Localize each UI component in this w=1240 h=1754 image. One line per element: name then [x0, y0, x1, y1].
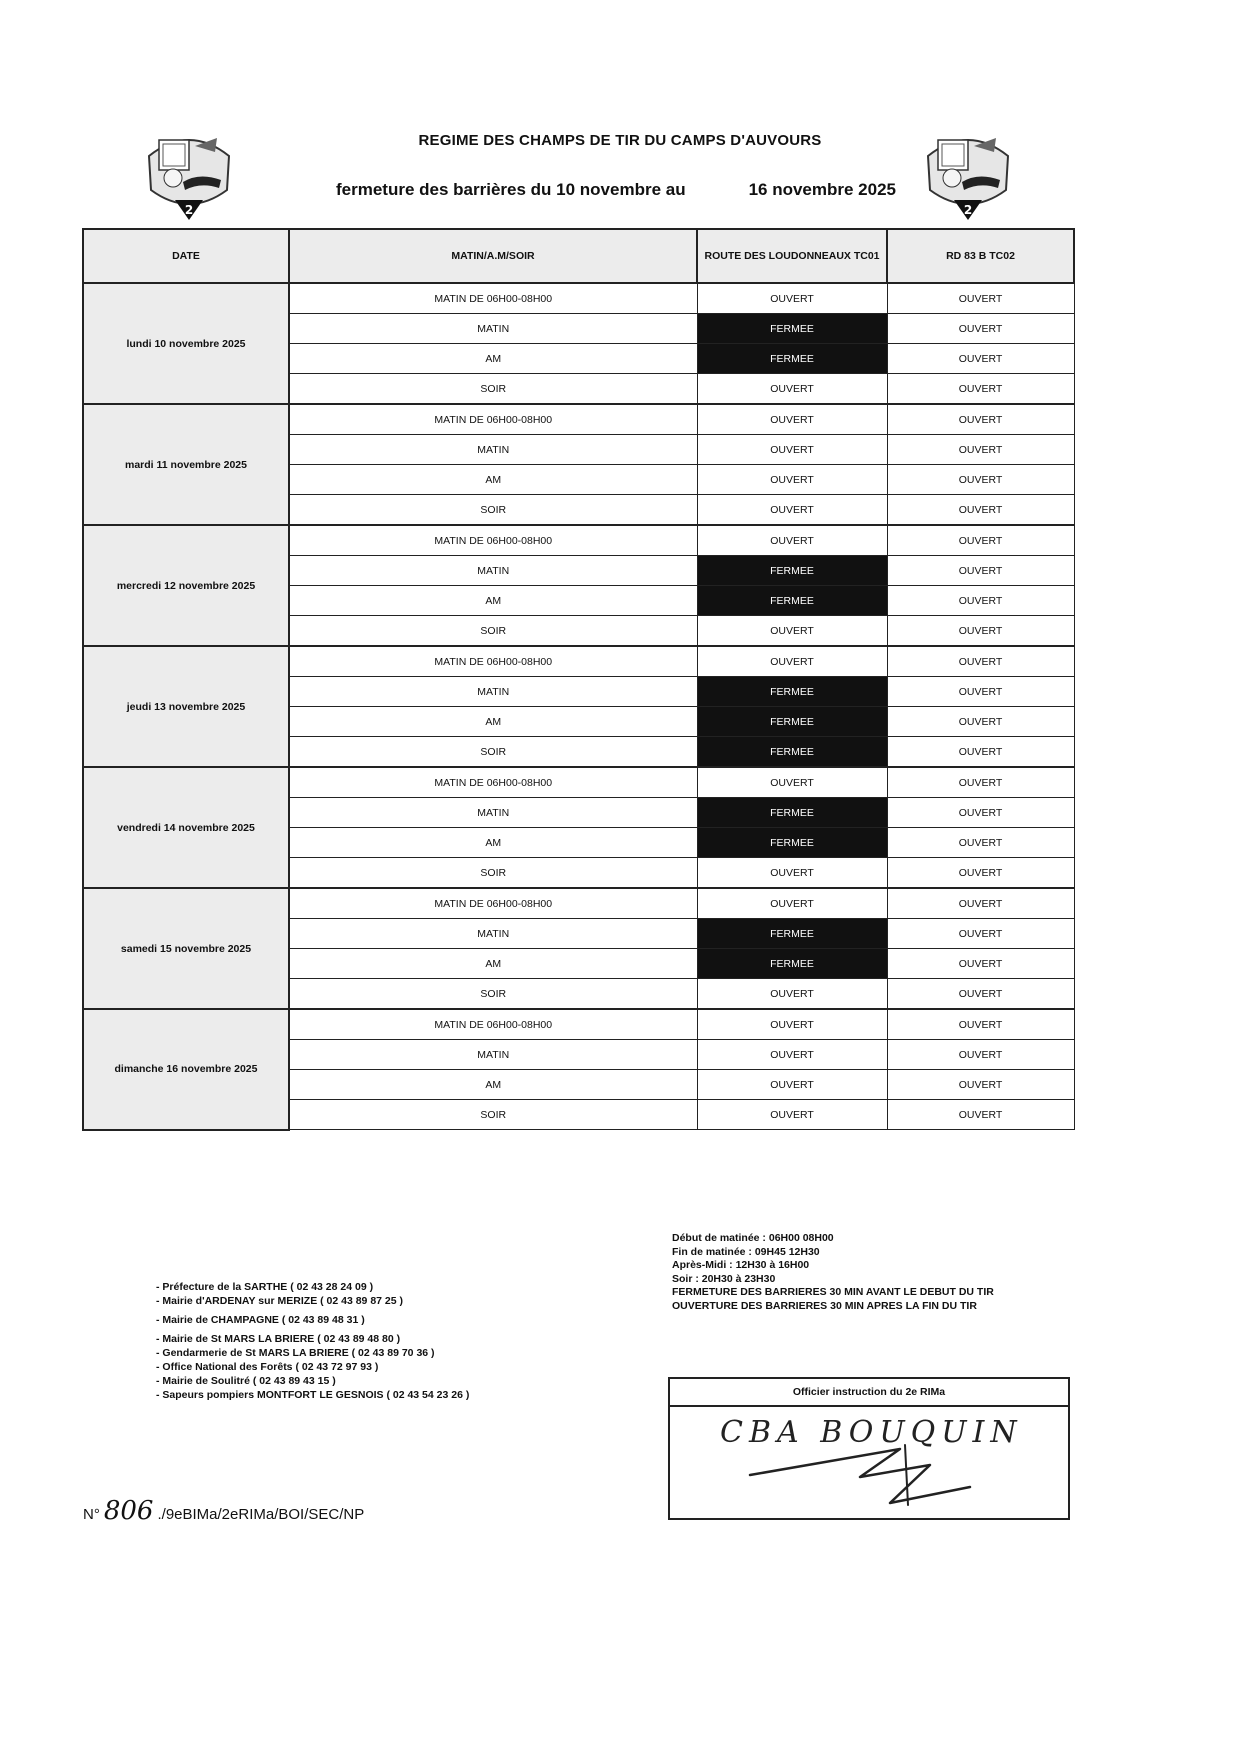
schedule-line: Fin de matinée : 09H45 12H30 [672, 1245, 820, 1258]
period-cell: AM [289, 586, 697, 616]
tc02-status-cell: OUVERT [887, 495, 1074, 526]
tc02-status-cell: OUVERT [887, 798, 1074, 828]
handwritten-signature-icon [670, 1405, 1068, 1518]
table-row [83, 525, 1074, 556]
table-header-row [83, 229, 1074, 283]
tc01-status-cell: OUVERT [697, 495, 887, 526]
tc02-status-cell: OUVERT [887, 283, 1074, 314]
day-date-cell: jeudi 13 novembre 2025 [83, 646, 289, 767]
period-cell: AM [289, 949, 697, 979]
table-row [83, 888, 1074, 919]
period-cell: MATIN [289, 798, 697, 828]
tc02-status-cell: OUVERT [887, 858, 1074, 889]
tc02-status-cell: OUVERT [887, 646, 1074, 677]
column-header-tc01: ROUTE DES LOUDONNEAUX TC01 [697, 229, 887, 283]
tc01-status-cell: OUVERT [697, 374, 887, 405]
contact-list [156, 1280, 469, 1402]
tc01-status-cell: OUVERT [697, 283, 887, 314]
tc01-status-cell: OUVERT [697, 435, 887, 465]
tc02-status-cell: OUVERT [887, 707, 1074, 737]
contact-item: - Office National des Forêts ( 02 43 72 97 93 ) [156, 1361, 379, 1373]
period-cell: AM [289, 828, 697, 858]
tc01-status-cell: FERMEE [697, 556, 887, 586]
period-cell: SOIR [289, 495, 697, 526]
tc02-status-cell: OUVERT [887, 677, 1074, 707]
subtitle-start: fermeture des barrières du 10 novembre au [336, 180, 686, 199]
tc02-status-cell: OUVERT [887, 1100, 1074, 1130]
schedule-line: OUVERTURE DES BARRIERES 30 MIN APRES LA FIN DU TIR [672, 1299, 977, 1312]
tc02-status-cell: OUVERT [887, 767, 1074, 798]
tc01-status-cell: OUVERT [697, 404, 887, 435]
tc01-status-cell: FERMEE [697, 677, 887, 707]
tc02-status-cell: OUVERT [887, 314, 1074, 344]
period-cell: MATIN DE 06H00-08H00 [289, 283, 697, 314]
tc02-status-cell: OUVERT [887, 404, 1074, 435]
day-date-cell: lundi 10 novembre 2025 [83, 283, 289, 404]
tc02-status-cell: OUVERT [887, 374, 1074, 405]
period-cell: SOIR [289, 737, 697, 768]
schedule-line: FERMETURE DES BARRIERES 30 MIN AVANT LE DEBUT DU TIR [672, 1286, 994, 1298]
tc01-status-cell: OUVERT [697, 979, 887, 1010]
document-title: REGIME DES CHAMPS DE TIR DU CAMPS D'AUVOURS [418, 132, 822, 149]
tc01-status-cell: OUVERT [697, 1070, 887, 1100]
tc01-status-cell: OUVERT [697, 525, 887, 556]
table-row [83, 646, 1074, 677]
schedule-line: Après-Midi : 12H30 à 16H00 [672, 1259, 810, 1271]
tc01-status-cell: FERMEE [697, 737, 887, 768]
reference-prefix: N° [83, 1506, 100, 1523]
day-date-cell: vendredi 14 novembre 2025 [83, 767, 289, 888]
column-header-period: MATIN/A.M/SOIR [289, 229, 697, 283]
document-reference [83, 1496, 364, 1526]
tc01-status-cell: FERMEE [697, 314, 887, 344]
svg-text:2: 2 [184, 203, 194, 217]
tc01-status-cell: FERMEE [697, 919, 887, 949]
day-date-cell: mercredi 12 novembre 2025 [83, 525, 289, 646]
tc02-status-cell: OUVERT [887, 435, 1074, 465]
tc01-status-cell: FERMEE [697, 586, 887, 616]
period-cell: AM [289, 465, 697, 495]
svg-text:2: 2 [963, 203, 973, 217]
tc01-status-cell: OUVERT [697, 646, 887, 677]
tc02-status-cell: OUVERT [887, 919, 1074, 949]
period-cell: MATIN [289, 677, 697, 707]
table-body [83, 283, 1074, 1130]
period-cell: MATIN [289, 556, 697, 586]
tc01-status-cell: OUVERT [697, 858, 887, 889]
contact-item: - Mairie de Soulitré ( 02 43 89 43 15 ) [156, 1375, 336, 1387]
contact-item: - Gendarmerie de St MARS LA BRIERE ( 02 43 89 70 36 ) [156, 1347, 435, 1359]
tc01-status-cell: OUVERT [697, 888, 887, 919]
tc01-status-cell: FERMEE [697, 798, 887, 828]
period-cell: AM [289, 344, 697, 374]
tc01-status-cell: FERMEE [697, 344, 887, 374]
tc02-status-cell: OUVERT [887, 1070, 1074, 1100]
contact-item: - Sapeurs pompiers MONTFORT LE GESNOIS ( 02 43 54 23 26 ) [156, 1389, 470, 1401]
barrier-schedule-table [82, 228, 1075, 1131]
reference-suffix: ./9eBIMa/2eRIMa/BOI/SEC/NP [157, 1506, 365, 1523]
period-cell: SOIR [289, 1100, 697, 1130]
tc02-status-cell: OUVERT [887, 525, 1074, 556]
day-date-cell: dimanche 16 novembre 2025 [83, 1009, 289, 1130]
tc02-status-cell: OUVERT [887, 949, 1074, 979]
table-row [83, 1009, 1074, 1040]
tc02-status-cell: OUVERT [887, 737, 1074, 768]
tc01-status-cell: FERMEE [697, 707, 887, 737]
tc02-status-cell: OUVERT [887, 828, 1074, 858]
tc02-status-cell: OUVERT [887, 344, 1074, 374]
document-subtitle [336, 180, 896, 200]
tc01-status-cell: OUVERT [697, 1040, 887, 1070]
day-date-cell: mardi 11 novembre 2025 [83, 404, 289, 525]
tc02-status-cell: OUVERT [887, 888, 1074, 919]
tc02-status-cell: OUVERT [887, 556, 1074, 586]
tc01-status-cell: OUVERT [697, 767, 887, 798]
reference-number: 806 [103, 1496, 154, 1526]
period-cell: MATIN DE 06H00-08H00 [289, 888, 697, 919]
signatory-name: CBA BOUQUIN [720, 1415, 1023, 1450]
tc02-status-cell: OUVERT [887, 586, 1074, 616]
period-cell: MATIN DE 06H00-08H00 [289, 525, 697, 556]
contact-item: - Mairie de CHAMPAGNE ( 02 43 89 48 31 ) [156, 1314, 365, 1326]
period-cell: MATIN DE 06H00-08H00 [289, 1009, 697, 1040]
contact-item: - Mairie de St MARS LA BRIERE ( 02 43 89 48 80 ) [156, 1333, 401, 1345]
period-cell: SOIR [289, 858, 697, 889]
table-row [83, 404, 1074, 435]
day-date-cell: samedi 15 novembre 2025 [83, 888, 289, 1009]
period-cell: SOIR [289, 979, 697, 1010]
period-cell: AM [289, 707, 697, 737]
table-row [83, 767, 1074, 798]
period-cell: SOIR [289, 374, 697, 405]
period-cell: MATIN DE 06H00-08H00 [289, 404, 697, 435]
tc01-status-cell: OUVERT [697, 465, 887, 495]
tc02-status-cell: OUVERT [887, 1009, 1074, 1040]
period-cell: MATIN DE 06H00-08H00 [289, 646, 697, 677]
table-row [83, 283, 1074, 314]
contact-item: - Mairie d'ARDENAY sur MERIZE ( 02 43 89 87 25 ) [156, 1295, 404, 1307]
period-cell: MATIN [289, 1040, 697, 1070]
schedule-line: Soir : 20H30 à 23H30 [672, 1272, 776, 1285]
column-header-date: DATE [83, 229, 289, 283]
tc01-status-cell: FERMEE [697, 828, 887, 858]
period-cell: SOIR [289, 616, 697, 647]
tc01-status-cell: OUVERT [697, 1009, 887, 1040]
tc02-status-cell: OUVERT [887, 1040, 1074, 1070]
contact-item: - Préfecture de la SARTHE ( 02 43 28 24 09 ) [156, 1281, 374, 1293]
tc02-status-cell: OUVERT [887, 979, 1074, 1010]
tc01-status-cell: OUVERT [697, 1100, 887, 1130]
tc01-status-cell: OUVERT [697, 616, 887, 647]
schedule-notes [672, 1232, 994, 1313]
tc02-status-cell: OUVERT [887, 465, 1074, 495]
tc01-status-cell: FERMEE [697, 949, 887, 979]
period-cell: MATIN DE 06H00-08H00 [289, 767, 697, 798]
signature-box [668, 1377, 1070, 1520]
period-cell: MATIN [289, 314, 697, 344]
column-header-tc02: RD 83 B TC02 [887, 229, 1074, 283]
schedule-line: Début de matinée : 06H00 08H00 [672, 1232, 834, 1244]
period-cell: AM [289, 1070, 697, 1100]
signature-header: Officier instruction du 2e RIMa [670, 1379, 1068, 1407]
period-cell: MATIN [289, 435, 697, 465]
subtitle-end: 16 novembre 2025 [748, 180, 896, 199]
tc02-status-cell: OUVERT [887, 616, 1074, 647]
period-cell: MATIN [289, 919, 697, 949]
